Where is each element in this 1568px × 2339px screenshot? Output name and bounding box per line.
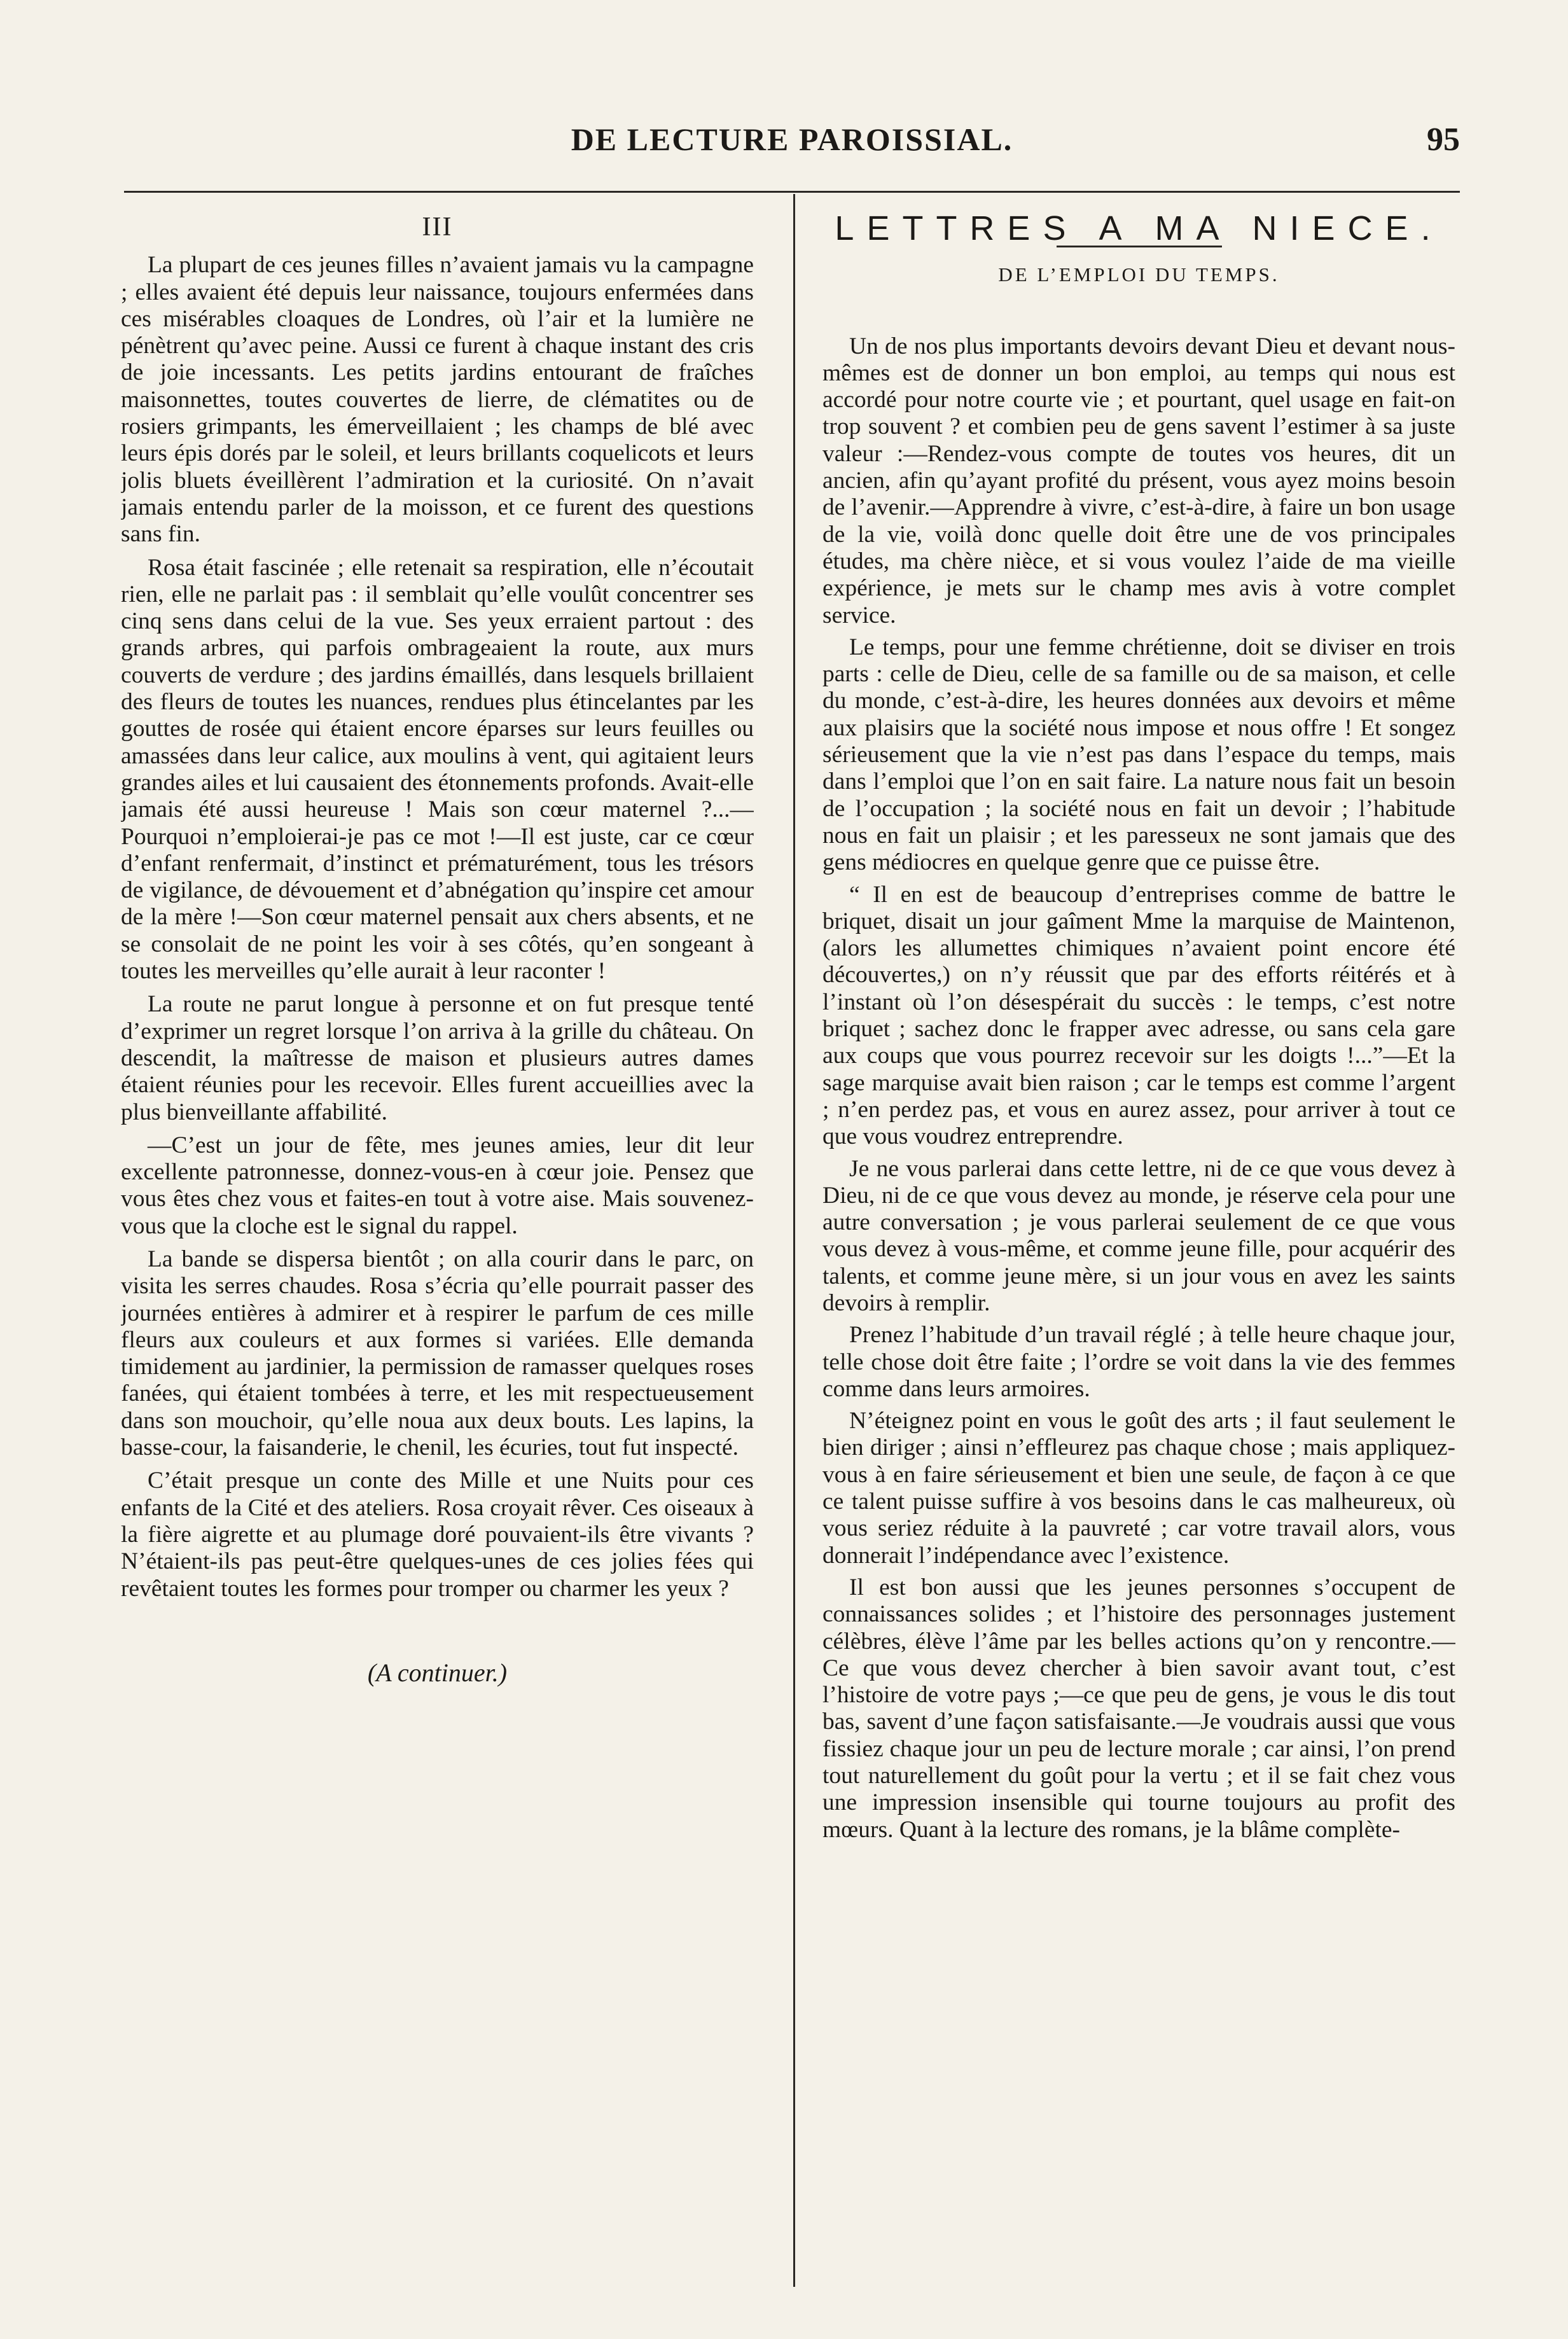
right-column <box>822 210 1455 2290</box>
article-title: LETTRES A MA NIECE. <box>835 210 1443 247</box>
right-paragraph: Je ne vous parlerai dans cette lettre, ni de ce que vous devez à Dieu, ni de ce que vous devez au monde, je réserve cela pour une autre conversation ; je vous parlerai seulement de ce que vous vous devez à vous-même, et comme jeune fille, pour acquérir des talents, et comme jeune mère, si un jour vous en avez les saints devoirs à remplir. <box>822 1155 1455 1316</box>
page-header <box>124 115 1460 184</box>
running-title: DE LECTURE PAROISSIAL. <box>571 121 1013 157</box>
left-paragraph: Rosa était fascinée ; elle retenait sa respiration, elle n’écoutait rien, elle ne parlait pas : il semblait qu’elle voulût concentrer ses cinq sens dans celui de la vue. Ses yeux erraient partout : des grands arbres, qui parfois ombrageaient la route, aux murs couverts de verdure ; des jardins émaillés, dans lesquels brillaient des fleurs de toutes les nuances, rendues plus étincelantes par les gouttes de rosée qui étaient encore éparses sur leurs feuilles ou amassées dans leur calice, aux moulins à vent, qui agitaient leurs grandes ailes et lui causaient des étonnements profonds. Avait-elle jamais été aussi heureuse ! Mais son cœur maternel ?...—Pourquoi n’emploierai-je pas ce mot !—Il est juste, car ce cœur d’enfant renfermait, d’instinct et prématurément, tous les trésors de vigilance, de dévouement et d’abnégation qu’inspire cet amour de la mère !—Son cœur maternel pensait aux chers absents, et ne se consolait de ne point les voir à ses côtés, qu’en songeant à toutes les merveilles qu’elle aurait à leur raconter ! <box>121 554 754 985</box>
left-paragraph: La route ne parut longue à personne et on fut presque tenté d’exprimer un regret lorsque l’on arriva à la grille du château. On descendit, la maîtresse de maison et plusieurs autres dames étaient réunies pour les recevoir. Elles furent accueillies avec la plus bienveillante affabilité. <box>121 991 754 1125</box>
right-paragraph: N’éteignez point en vous le goût des arts ; il faut seulement le bien diriger ; ainsi n’effleurez pas chaque chose ; mais appliquez-vous à en faire sérieusement et bien une seule, de façon à ce que ce talent puisse suffire à vos besoins dans le cas malheureux, où vous seriez réduite à la pauvreté ; car votre travail alors, vous donnerait l’indépendance avec l’existence. <box>822 1408 1455 1569</box>
continuation-note: (A continuer.) <box>367 1658 508 1687</box>
right-paragraph: Il est bon aussi que les jeunes personnes s’occupent de connaissances solides ; et l’histoire des personnages justement célèbres, élève l’âme par les belles actions qu’on y rencontre.—Ce que vous devez chercher à bien savoir avant tout, c’est l’histoire de votre pays ;—ce que peu de gens, je vous le dis tout bas, savent d’une façon satisfaisante.—Je voudrais aussi que vous fissiez chaque jour un peu de lecture morale ; car ainsi, l’on prend tout naturellement du goût pour la vertu ; et il se fait chez vous une impression insensible qui tourne toujours au profit des mœurs. Quant à la lecture des romans, je la blâme complète- <box>822 1574 1455 1843</box>
right-paragraph: Prenez l’habitude d’un travail réglé ; à telle heure chaque jour, telle chose doit être faite ; l’ordre se voit dans la vie des femmes comme dans leurs armoires. <box>822 1322 1455 1402</box>
left-paragraph: —C’est un jour de fête, mes jeunes amies, leur dit leur excellente patronnesse, donnez-vous-en à cœur joie. Pensez que vous êtes chez vous et faites-en tout à votre aise. Mais souvenez-vous que la cloche est le signal du rappel. <box>121 1132 754 1239</box>
right-paragraph: Un de nos plus importants devoirs devant Dieu et devant nous-mêmes est de donner un bon emploi, au temps qui nous est accordé pour notre courte vie ; et pourtant, quel usage en fait-on trop souvent ? et combien peu de gens savent l’estimer à sa juste valeur :—Rendez-vous compte de toutes vos heures, dit un ancien, afin qu’ayant profité du présent, vous ayez moins besoin de l’avenir.—Apprendre à vivre, c’est-à-dire, à faire un bon usage de la vie, voilà donc quelle doit être une de vos principales études, ma chère nièce, et si vous voulez l’aide de ma vieille expérience, je mets sur le champ mes avis à votre complet service. <box>822 333 1455 628</box>
left-column <box>121 210 754 2290</box>
section-number: III <box>422 212 453 242</box>
column-divider <box>793 194 795 2287</box>
right-paragraph: “ Il en est de beaucoup d’entreprises comme de battre le briquet, disait un jour gaîment Mme la marquise de Maintenon, (alors les allumettes chimiques n’avaient point encore été découvertes,) on n’y réussit que par des efforts réitérés et à l’instant où l’on désespérait du succès : le temps, c’est notre briquet ; sachez donc le frapper avec adresse, ou sans cela gare aux coups que vous pourrez recevoir sur les doigts !...”—Et la sage marquise avait bien raison ; car le temps est comme l’argent ; n’en perdez pas, et vous en aurez assez, pour arriver à tout ce que vous voudrez entreprendre. <box>822 881 1455 1150</box>
left-paragraph: La plupart de ces jeunes filles n’avaient jamais vu la campagne ; elles avaient été depuis leur naissance, toujours enfermées dans ces misérables cloaques de Londres, où l’air et la lumière ne pénètrent qu’avec peine. Aussi ce furent à chaque instant des cris de joie incessants. Les petits jardins entourant de fraîches maisonnettes, toutes couvertes de lierre, de clématites ou de rosiers grimpants, les émerveillaient ; les champs de blé avec leurs épis dorés par le soleil, et leurs brillants coquelicots et leurs jolis bluets éveillèrent l’admiration et la curiosité. On n’avait jamais entendu parler de la moisson, et ce furent des questions sans fin. <box>121 252 754 548</box>
article-subtitle: DE L’EMPLOI DU TEMPS. <box>998 263 1280 286</box>
right-paragraph: Le temps, pour une femme chrétienne, doit se diviser en trois parts : celle de Dieu, celle de sa famille ou de sa maison, et celle du monde, c’est-à-dire, les heures données aux devoirs et même aux plaisirs que la société nous impose et nous offre ! Et songez sérieusement que la vie n’est pas dans l’espace du temps, mais dans l’emploi que l’on en sait faire. La nature nous fait un besoin de l’occupation ; la société nous en fait un devoir ; l’habitude nous en fait un plaisir ; et les paresseux ne sont jamais que des gens médiocres en quelque genre que ce puisse être. <box>822 634 1455 876</box>
left-paragraph: C’était presque un conte des Mille et une Nuits pour ces enfants de la Cité et des ateliers. Rosa croyait rêver. Ces oiseaux à la fière aigrette et au plumage doré pouvaient-ils être vivants ? N’étaient-ils pas peut-être quelques-unes de ces jolies fées qui revêtaient toutes les formes pour tromper ou charmer les yeux ? <box>121 1468 754 1602</box>
page-number: 95 <box>1427 121 1460 158</box>
header-rule <box>124 191 1460 193</box>
left-paragraph: La bande se dispersa bientôt ; on alla courir dans le parc, on visita les serres chaudes. Rosa s’écria qu’elle pourrait passer des journées entières à admirer et à respirer le parfum de ces mille fleurs aux couleurs et aux formes si variées. Elle demanda timidement au jardinier, la permission de ramasser quelques roses fanées, qui étaient tombées à terre, et les mit respectueusement dans son mouchoir, qu’elle noua aux deux bouts. Les lapins, la basse-cour, la faisanderie, le chenil, les écuries, tout fut inspecté. <box>121 1246 754 1461</box>
